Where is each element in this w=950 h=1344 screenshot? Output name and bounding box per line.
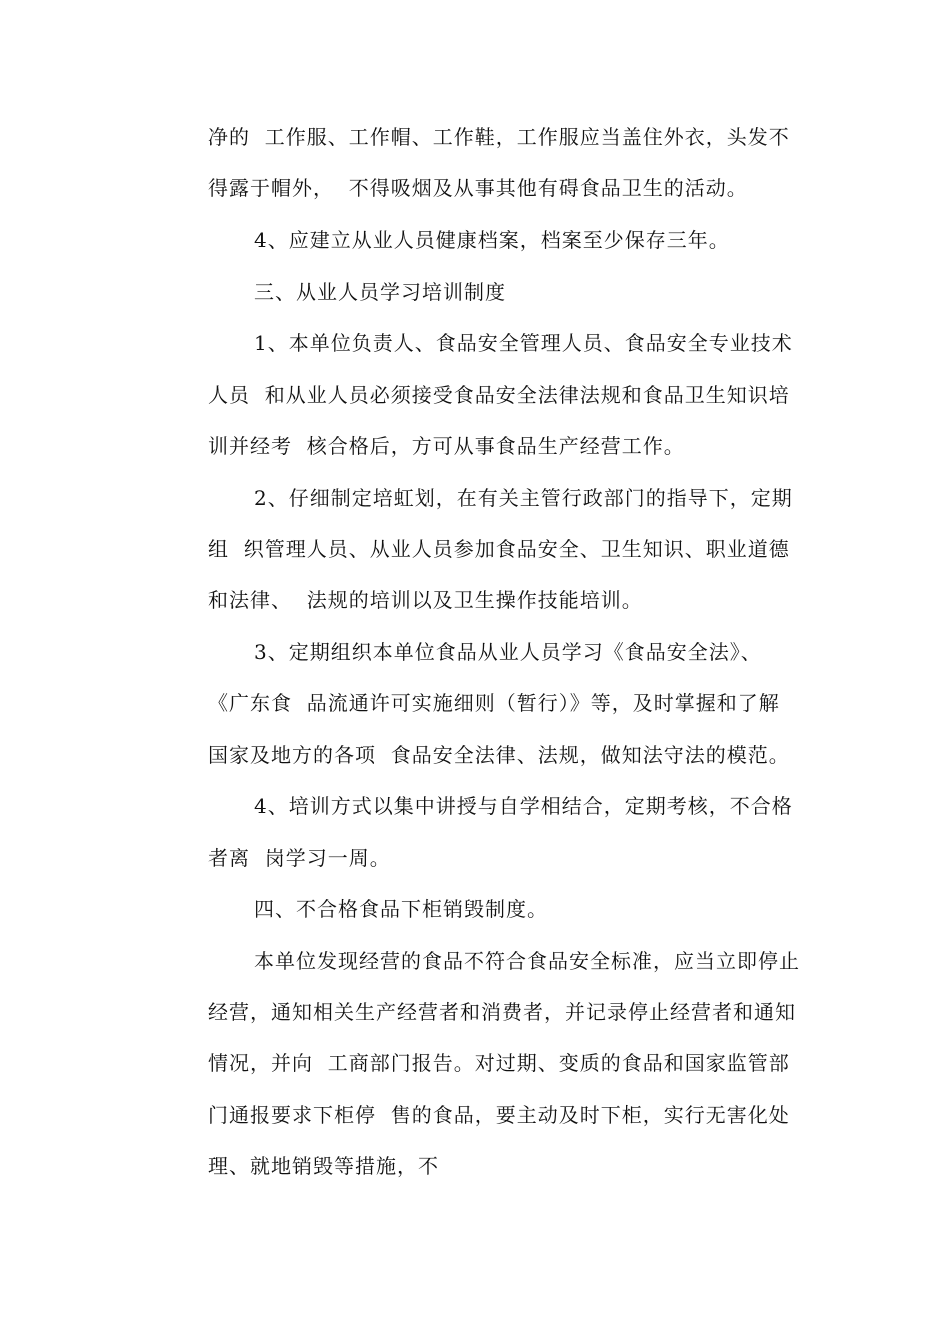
text-line-2: 得露于帽外， 不得吸烟及从事其他有碍食品卫生的活动。	[208, 176, 748, 200]
text-line-15: 者离 岗学习一周。	[208, 846, 391, 870]
text-line-8: 2、仔细制定培虹划，在有关主管行政部门的指导下，定期	[254, 486, 793, 510]
text-line-21: 理、就地销毁等措施，不	[208, 1154, 439, 1178]
text-line-12: 《广东食 品流通许可实施细则（暂行）》等，及时掌握和了解	[208, 691, 780, 715]
text-line-17: 本单位发现经营的食品不符合食品安全标准，应当立即停止	[254, 949, 800, 973]
text-line-11: 3、定期组织本单位食品从业人员学习《食品安全法》、	[254, 640, 762, 664]
text-line-6: 人员 和从业人员必须接受食品安全法律法规和食品卫生知识培	[208, 383, 790, 407]
text-line-20: 门通报要求下柜停 售的食品，要主动及时下柜，实行无害化处	[208, 1103, 790, 1127]
text-line-18: 经营，通知相关生产经营者和消费者，并记录停止经营者和通知	[208, 1000, 796, 1024]
text-line-9: 组 织管理人员、从业人员参加食品安全、卫生知识、职业道德	[208, 537, 790, 561]
text-line-5: 1、本单位负责人、食品安全管理人员、食品安全专业技术	[254, 331, 793, 355]
section-heading-4: 四、不合格食品下柜销毁制度。	[254, 897, 548, 921]
text-line-10: 和法律、 法规的培训以及卫生操作技能培训。	[208, 588, 643, 612]
text-line-14: 4、培训方式以集中讲授与自学相结合，定期考核，不合格	[254, 794, 793, 818]
text-line-1: 净的 工作服、工作帽、工作鞋，工作服应当盖住外衣，头发不	[208, 125, 790, 149]
text-line-3: 4、应建立从业人员健康档案，档案至少保存三年。	[254, 228, 730, 252]
text-line-7: 训并经考 核合格后，方可从事食品生产经营工作。	[208, 434, 685, 458]
text-line-13: 国家及地方的各项 食品安全法律、法规，做知法守法的模范。	[208, 743, 790, 767]
section-heading-3: 三、从业人员学习培训制度	[254, 280, 506, 304]
text-line-19: 情况，并向 工商部门报告。对过期、变质的食品和国家监管部	[208, 1051, 790, 1075]
